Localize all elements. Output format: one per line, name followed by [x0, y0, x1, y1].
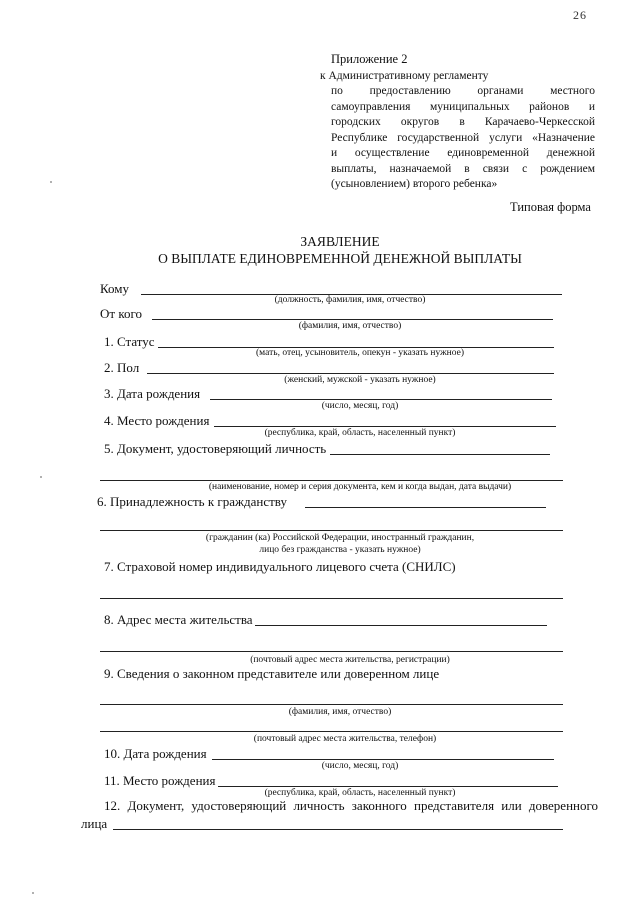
appendix-line: к Административному регламенту [320, 69, 489, 82]
birth-date-hint: (число, месяц, год) [321, 401, 399, 411]
appendix-line: выплаты, назначаемой в связи с рождением [331, 162, 595, 175]
form-type-label: Типовая форма [510, 200, 591, 214]
id-doc-input-line-2[interactable] [100, 480, 563, 481]
sex-input-line[interactable] [147, 373, 554, 374]
from-input-line[interactable] [152, 319, 553, 320]
birth-date-label: 3. Дата рождения [104, 386, 201, 401]
to-label: Кому [100, 281, 130, 296]
appendix-line: и осуществление единовременной денежной [331, 147, 595, 159]
page-number: 26 [573, 8, 587, 22]
representative-name-line[interactable] [100, 704, 563, 705]
citizenship-input-line[interactable] [305, 507, 546, 508]
rep-birth-place-hint: (республика, край, область, населенный пункт) [264, 788, 456, 798]
birth-date-input-line[interactable] [210, 399, 552, 400]
document-subtitle: О ВЫПЛАТЕ ЕДИНОВРЕМЕННОЙ ДЕНЕЖНОЙ ВЫПЛАТЫ [158, 251, 522, 266]
appendix-line: Республике государственной услуги «Назначение [331, 131, 595, 144]
id-doc-label: 5. Документ, удостоверяющий личность [104, 441, 327, 456]
address-input-line-2[interactable] [100, 651, 563, 652]
representative-label: 9. Сведения о законном представителе или доверенном лице [104, 666, 440, 681]
citizenship-hint-2: лицо без гражданства - указать нужное) [259, 545, 421, 555]
rep-birth-date-hint: (число, месяц, год) [321, 761, 399, 771]
status-hint: (мать, отец, усыновитель, опекун - указать нужное) [256, 348, 464, 358]
rep-id-doc-input-line[interactable] [113, 829, 563, 830]
representative-address-line[interactable] [100, 731, 563, 732]
rep-birth-date-label: 10. Дата рождения [104, 746, 207, 761]
snils-label: 7. Страховой номер индивидуального лицевого счета (СНИЛС) [104, 559, 456, 574]
birth-place-hint: (республика, край, область, населенный пункт) [264, 428, 456, 438]
appendix-title: Приложение 2 [331, 52, 408, 66]
from-hint: (фамилия, имя, отчество) [298, 321, 402, 331]
appendix-header [320, 52, 595, 193]
birth-place-input-line[interactable] [214, 426, 556, 427]
snils-input-line[interactable] [100, 598, 563, 599]
appendix-line: (усыновлением) второго ребенка» [331, 178, 498, 190]
address-label: 8. Адрес места жительства [104, 612, 253, 627]
scan-speck [40, 476, 42, 478]
appendix-line: самоуправления муниципальных районов и [331, 100, 595, 113]
sex-hint: (женский, мужской - указать нужное) [284, 375, 436, 385]
rep-birth-date-input-line[interactable] [212, 759, 554, 760]
birth-place-label: 4. Место рождения [104, 413, 210, 428]
appendix-line: по предоставлению органами местного [331, 85, 595, 97]
sex-label: 2. Пол [104, 360, 140, 375]
from-label: От кого [100, 306, 142, 321]
scan-speck [50, 181, 52, 183]
representative-name-hint: (фамилия, имя, отчество) [288, 707, 392, 717]
scan-speck [32, 892, 34, 894]
citizenship-label: 6. Принадлежность к гражданству [97, 494, 287, 509]
rep-birth-place-input-line[interactable] [218, 786, 558, 787]
citizenship-hint-1: (гражданин (ка) Российской Федерации, иностранный гражданин, [205, 533, 475, 543]
to-hint: (должность, фамилия, имя, отчество) [274, 295, 426, 305]
appendix-line: городских округов в Карачаево-Черкесской [331, 116, 595, 128]
address-hint: (почтовый адрес места жительства, регистрации) [250, 655, 450, 665]
id-doc-hint: (наименование, номер и серия документа, кем и когда выдан, дата выдачи) [208, 482, 512, 492]
representative-address-hint: (почтовый адрес места жительства, телефон) [253, 734, 437, 744]
address-input-line[interactable] [255, 625, 547, 626]
rep-birth-place-label: 11. Место рождения [104, 773, 216, 788]
rep-id-doc-label-cont: лица [81, 816, 108, 831]
id-doc-input-line[interactable] [330, 454, 550, 455]
status-label: 1. Статус [104, 334, 155, 349]
citizenship-input-line-2[interactable] [100, 530, 563, 531]
document-title: ЗАЯВЛЕНИЕ [300, 234, 380, 249]
rep-id-doc-label: 12. Документ, удостоверяющий личность законного представителя или доверенного [104, 798, 598, 813]
